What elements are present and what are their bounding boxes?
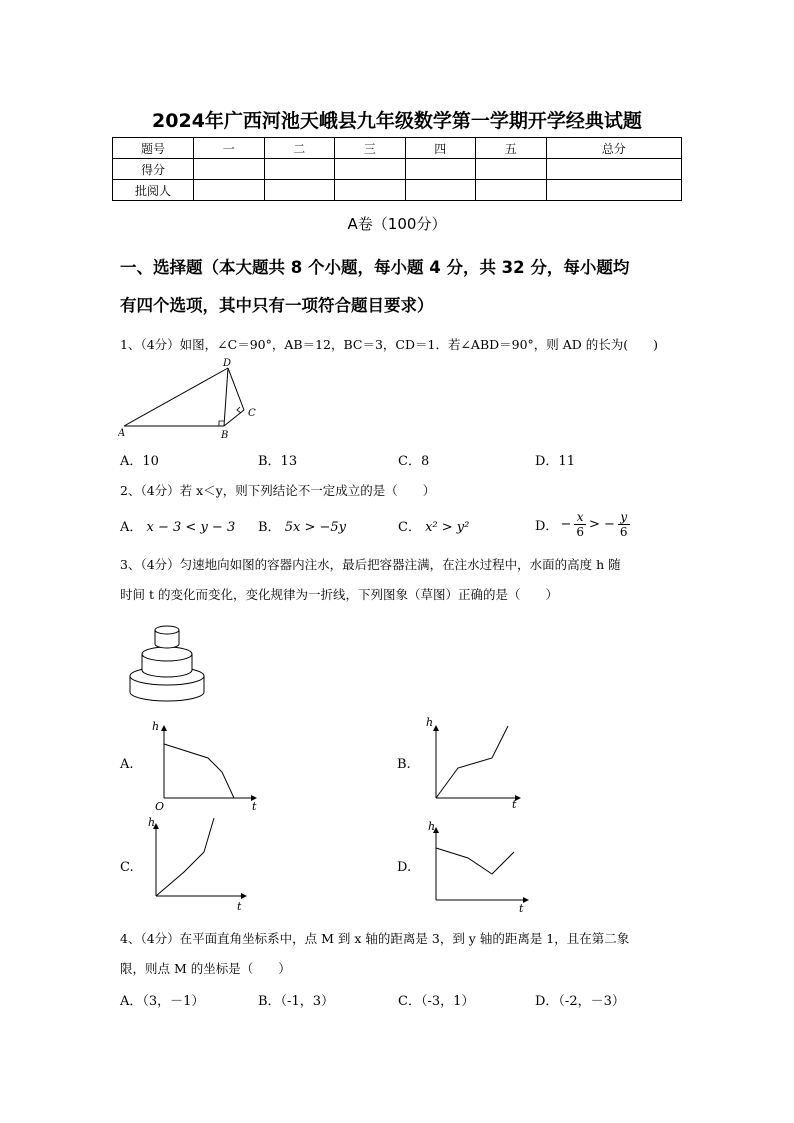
table-row xyxy=(113,159,682,180)
q2-option-b[interactable] xyxy=(258,516,346,535)
origin-label: O xyxy=(155,800,165,812)
right-angle-mark-b xyxy=(219,421,224,426)
grader-cell[interactable] xyxy=(476,180,547,201)
q3-graph-b[interactable] xyxy=(420,714,530,808)
graph-line xyxy=(436,848,514,874)
y-axis-label: h xyxy=(152,720,160,733)
minus-sign: − xyxy=(560,517,572,532)
fraction-numerator: y xyxy=(620,510,628,524)
q3-option-d-letter[interactable]: D. xyxy=(397,860,412,875)
table-header-cell: 二 xyxy=(264,138,335,159)
segment-bc xyxy=(224,410,244,426)
score-cell[interactable] xyxy=(335,159,406,180)
label-a: A xyxy=(118,428,126,439)
table-row xyxy=(113,180,682,201)
label-b: B xyxy=(221,430,229,441)
q1-stem: 1、（4分）如图，∠C＝90°，AB＝12，BC＝3，CD＝1．若∠ABD＝90°，则 AD 的长为( ) xyxy=(120,337,659,352)
x-axis-label: t xyxy=(237,900,242,913)
q3-stem-line2: 时间 t 的变化而变化，变化规律为一折线，下列图象（草图）正确的是（ ） xyxy=(120,587,558,602)
option-expr: x² > y² xyxy=(425,520,470,535)
q1-option-b[interactable]: B．13 xyxy=(258,454,298,469)
table-row-label: 得分 xyxy=(113,159,194,180)
q1-option-d[interactable]: D．11 xyxy=(535,454,575,469)
grader-cell[interactable] xyxy=(194,180,265,201)
table-header-cell: 总分 xyxy=(546,138,682,159)
q2-option-a[interactable] xyxy=(120,516,235,535)
option-letter: B． xyxy=(258,520,281,535)
y-axis-label: h xyxy=(426,716,434,729)
fraction-denominator: 6 xyxy=(619,525,628,539)
grader-cell[interactable] xyxy=(546,180,682,201)
label-d: D xyxy=(223,358,232,369)
part1-heading-line2: 有四个选项，其中只有一项符合题目要求） xyxy=(120,296,434,315)
q4-stem-line2: 限，则点 M 的坐标是（ ） xyxy=(120,961,291,976)
section-a-title: A卷（100分） xyxy=(347,215,447,233)
part1-heading-line1: 一、选择题（本大题共 8 个小题，每小题 4 分，共 32 分，每小题均 xyxy=(120,258,630,277)
x-axis-label: t xyxy=(252,800,257,812)
q3-option-a-letter[interactable]: A. xyxy=(120,757,134,772)
grader-cell[interactable] xyxy=(264,180,335,201)
table-header-cell: 三 xyxy=(335,138,406,159)
q4-option-b[interactable]: B．（-1，3） xyxy=(258,994,334,1009)
q2-option-c[interactable] xyxy=(398,516,469,535)
graph-line xyxy=(156,818,214,896)
q1-option-c[interactable]: C．8 xyxy=(398,454,430,469)
q2-stem: 2、（4分）若 x＜y，则下列结论不一定成立的是（ ） xyxy=(120,483,436,498)
grader-cell[interactable] xyxy=(405,180,476,201)
inequality-sign: > − xyxy=(588,517,615,532)
label-c: C xyxy=(248,408,256,419)
score-cell[interactable] xyxy=(546,159,682,180)
table-row-label: 批阅人 xyxy=(113,180,194,201)
option-expr: 5x > −5y xyxy=(284,520,346,535)
option-letter: C． xyxy=(398,520,421,535)
x-axis-label: t xyxy=(512,798,517,808)
q3-stem-line1: 3、（4分）匀速地向如图的容器内注水，最后把容器注满，在注水过程中，水面的高度 h 随 xyxy=(120,557,621,572)
q3-option-c-letter[interactable]: C. xyxy=(120,860,134,875)
y-axis-label: h xyxy=(428,820,436,833)
segment-bd xyxy=(224,368,228,426)
option-letter: A． xyxy=(120,520,143,535)
right-angle-mark-c xyxy=(237,407,241,413)
q4-option-a[interactable]: A．（3，－1） xyxy=(120,994,205,1009)
page-title: 2024年广西河池天峨县九年级数学第一学期开学经典试题 xyxy=(152,110,642,132)
graph-line xyxy=(164,744,234,798)
q3-option-b-letter[interactable]: B. xyxy=(397,757,411,772)
x-axis-label: t xyxy=(519,902,524,915)
table-header-cell: 题号 xyxy=(113,138,194,159)
score-cell[interactable] xyxy=(194,159,265,180)
stacked-container-figure xyxy=(128,622,208,704)
graph-line xyxy=(436,726,508,798)
option-expr: x − 3 < y − 3 xyxy=(146,520,236,535)
q3-graph-d[interactable] xyxy=(422,816,532,916)
q2-option-d[interactable] xyxy=(535,510,633,539)
option-letter: D． xyxy=(535,519,559,534)
q4-stem-line1: 4、（4分）在平面直角坐标系中，点 M 到 x 轴的距离是 3，到 y 轴的距离是 1，且在第二象 xyxy=(120,931,630,946)
score-cell[interactable] xyxy=(405,159,476,180)
fraction-denominator: 6 xyxy=(576,525,584,539)
q3-graph-a[interactable] xyxy=(148,716,268,812)
table-header-cell: 四 xyxy=(405,138,476,159)
score-table xyxy=(112,137,682,201)
y-axis-label: h xyxy=(148,816,156,829)
table-header-cell: 五 xyxy=(476,138,547,159)
grader-cell[interactable] xyxy=(335,180,406,201)
fraction xyxy=(618,510,630,539)
table-header-cell: 一 xyxy=(194,138,265,159)
segment-ad xyxy=(124,368,228,426)
fraction xyxy=(574,510,586,539)
score-cell[interactable] xyxy=(264,159,335,180)
q4-option-c[interactable]: C．（-3，1） xyxy=(398,994,475,1009)
segment-dc xyxy=(228,368,244,410)
q1-option-a[interactable]: A．10 xyxy=(120,454,159,469)
fraction-numerator: x xyxy=(576,510,584,524)
q1-figure xyxy=(118,358,268,442)
q3-graph-c[interactable] xyxy=(142,814,252,914)
score-cell[interactable] xyxy=(476,159,547,180)
table-header-row xyxy=(113,138,682,159)
q4-option-d[interactable]: D．（-2，－3） xyxy=(535,994,625,1009)
